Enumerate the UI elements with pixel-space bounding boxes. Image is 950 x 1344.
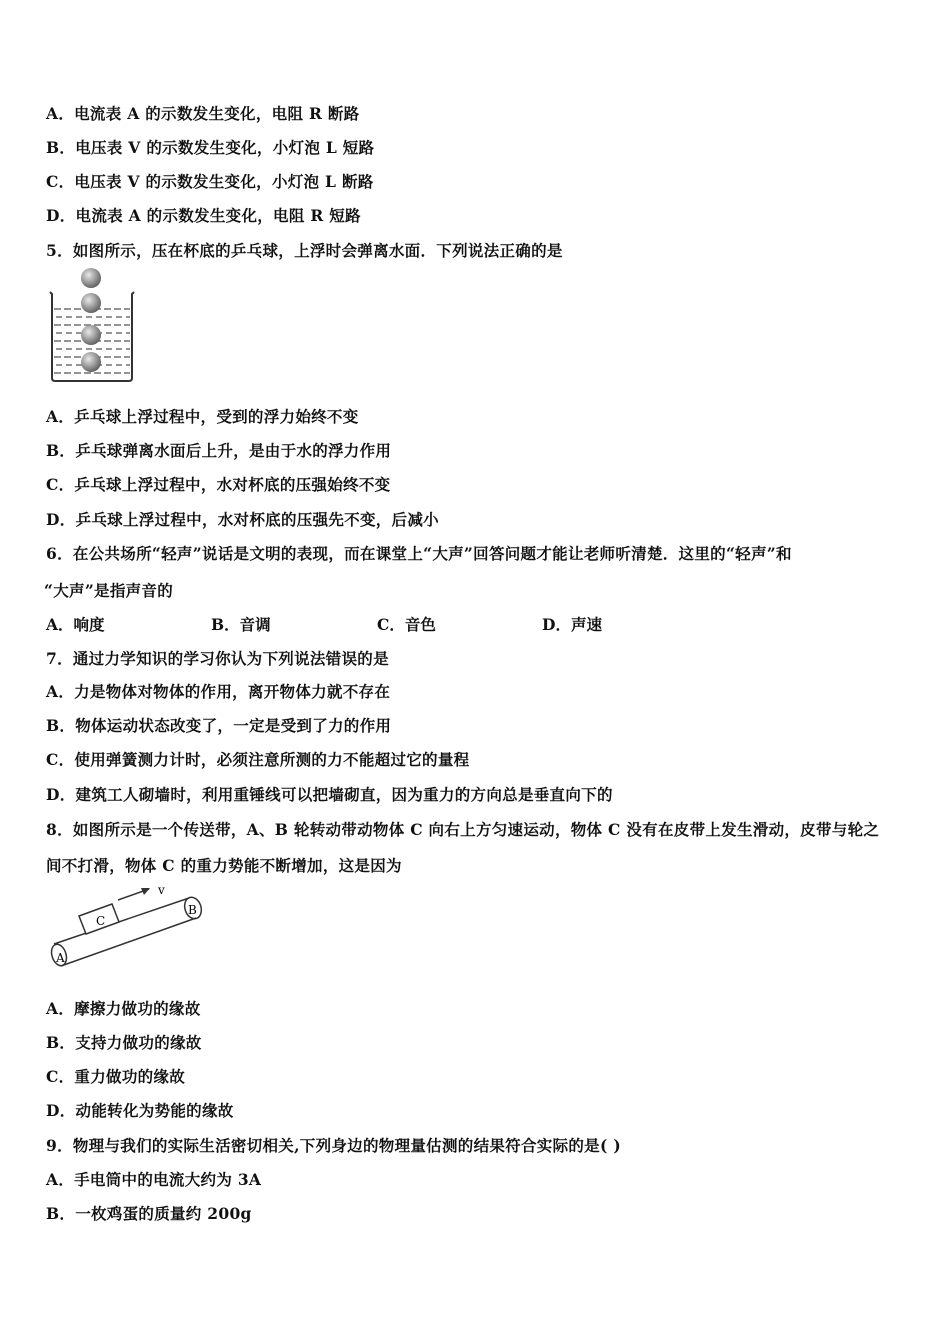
q4-option-a: A．电流表 A 的示数发生变化，电阻 R 断路: [46, 104, 360, 123]
q7-stem: 7．通过力学知识的学习你认为下列说法错误的是: [46, 649, 389, 668]
q5-option-a: A．乒乓球上浮过程中，受到的浮力始终不变: [46, 407, 359, 426]
label-v: v: [158, 884, 165, 897]
conveyor-belt-figure: [46, 884, 212, 972]
q7-option-d: D．建筑工人砌墙时，利用重锤线可以把墙砌直，因为重力的方向总是垂直向下的: [46, 785, 613, 804]
ball-3: [81, 325, 101, 345]
q8-stem-line2: 间不打滑，物体 C 的重力势能不断增加，这是因为: [46, 856, 402, 875]
label-b: B: [188, 903, 197, 917]
q6-option-b: B．音调: [211, 615, 271, 634]
q7-option-c: C．使用弹簧测力计时，必须注意所测的力不能超过它的量程: [46, 750, 470, 769]
q9-option-a: A．手电筒中的电流大约为 3A: [46, 1170, 262, 1189]
label-a: A: [56, 951, 65, 965]
q5-option-c: C．乒乓球上浮过程中，水对杯底的压强始终不变: [46, 475, 391, 494]
q6-stem-line1: 6．在公共场所“轻声”说话是文明的表现，而在课堂上“大声”回答问题才能让老师听清楚．这里的“轻声”和: [46, 544, 792, 563]
q5-option-b: B．乒乓球弹离水面后上升，是由于水的浮力作用: [46, 441, 392, 460]
q9-option-b: B．一枚鸡蛋的质量约 200g: [46, 1204, 252, 1223]
q5-stem: 5．如图所示，压在杯底的乒乓球，上浮时会弹离水面．下列说法正确的是: [46, 241, 563, 260]
ball-2: [81, 293, 101, 313]
q4-option-b: B．电压表 V 的示数发生变化，小灯泡 L 短路: [46, 138, 375, 157]
q8-stem-line1: 8．如图所示是一个传送带，A、B 轮转动带动物体 C 向右上方匀速运动，物体 C 没有在皮带上发生滑动，皮带与轮之: [46, 820, 880, 839]
q6-option-c: C．音色: [377, 615, 436, 634]
q6-option-a: A．响度: [46, 615, 105, 634]
q6-option-d: D．声速: [542, 615, 602, 634]
q8-option-d: D．动能转化为势能的缘故: [46, 1101, 234, 1120]
beaker-figure: [46, 266, 138, 384]
q8-option-a: A．摩擦力做功的缘故: [46, 999, 201, 1018]
q5-option-d: D．乒乓球上浮过程中，水对杯底的压强先不变，后减小: [46, 510, 439, 529]
q4-option-d: D．电流表 A 的示数发生变化，电阻 R 短路: [46, 206, 361, 225]
q6-stem-line2: “大声”是指声音的: [44, 581, 174, 600]
ball-1: [81, 268, 101, 288]
q4-option-c: C．电压表 V 的示数发生变化，小灯泡 L 断路: [46, 172, 374, 191]
q7-option-a: A．力是物体对物体的作用，离开物体力就不存在: [46, 682, 391, 701]
q8-option-b: B．支持力做功的缘故: [46, 1033, 202, 1052]
q8-option-c: C．重力做功的缘故: [46, 1067, 186, 1086]
ball-4: [81, 352, 101, 372]
q9-stem: 9．物理与我们的实际生活密切相关,下列身边的物理量估测的结果符合实际的是( ): [46, 1136, 621, 1155]
label-c: C: [96, 914, 106, 928]
q7-option-b: B．物体运动状态改变了，一定是受到了力的作用: [46, 716, 392, 735]
